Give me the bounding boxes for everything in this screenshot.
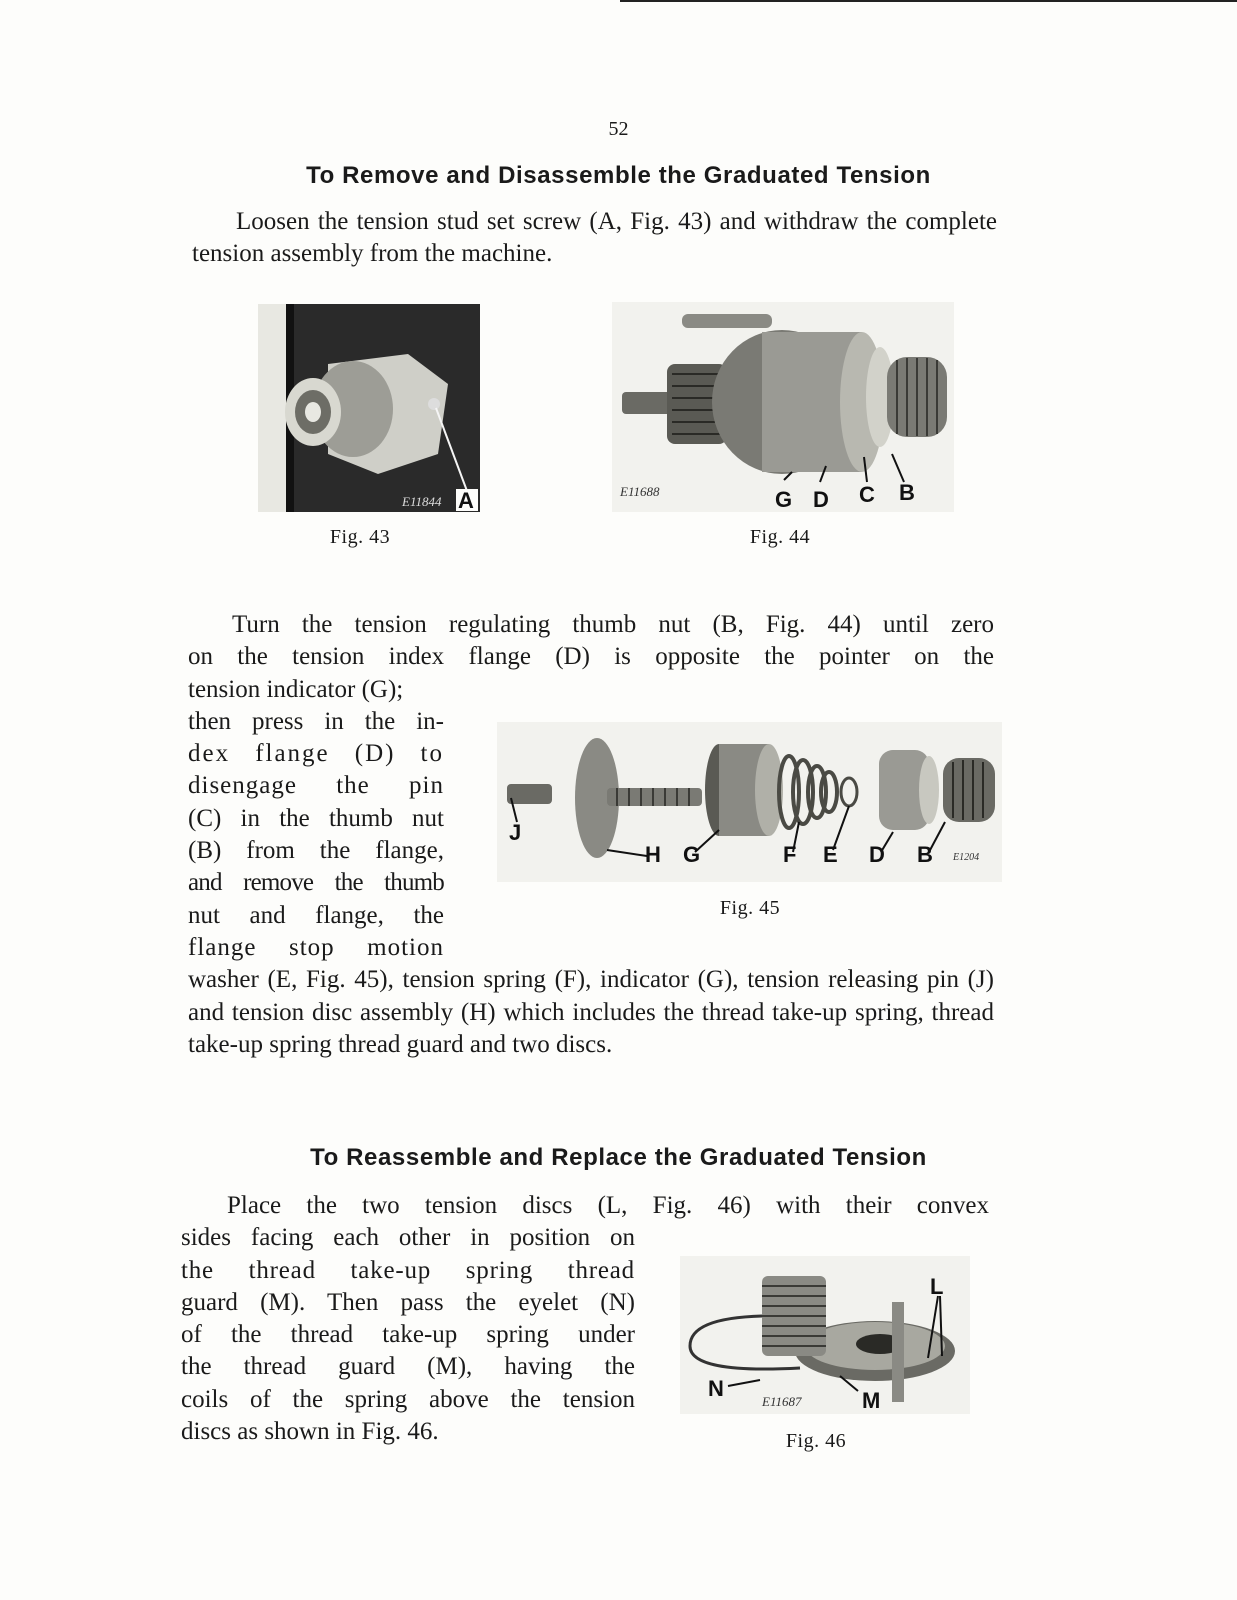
figure-43-label-a: A bbox=[458, 488, 474, 512]
figure-45-drawing bbox=[497, 722, 1002, 882]
figure-45-label-f: F bbox=[783, 842, 797, 867]
paragraph-turn-line-5: dex flange (D) to bbox=[188, 740, 444, 768]
paragraph-place-line-1: Place the two tension discs (L, Fig. 46) with their convex bbox=[227, 1192, 989, 1219]
page-number: 52 bbox=[608, 118, 629, 140]
figure-46-code: E11687 bbox=[762, 1394, 802, 1409]
paragraph-turn-line-7: (C) in the thumb nut bbox=[188, 804, 444, 832]
figure-43-caption: Fig. 43 bbox=[329, 526, 391, 548]
figure-44-label-b: B bbox=[899, 480, 915, 505]
figure-45-label-j: J bbox=[509, 820, 522, 845]
figure-46-caption: Fig. 46 bbox=[785, 1430, 847, 1452]
figure-44-photo bbox=[612, 302, 954, 512]
paragraph-loosen-text: Loosen the tension stud set screw (A, Fig. 43) and withdraw the complete tension assembly from the machine. bbox=[192, 208, 997, 268]
figure-43-code: E11844 bbox=[402, 494, 442, 509]
figure-45-label-e: E bbox=[823, 842, 838, 867]
figure-45-label-d: D bbox=[869, 842, 885, 867]
figure-45-code: E1204 bbox=[953, 852, 980, 863]
top-rule bbox=[620, 0, 1237, 2]
paragraph-turn-tail: washer (E, Fig. 45), tension spring (F), indicator (G), tension releasing pin (J) and tension disc assembly (H) which includes the thread take-up spring, thread take-up spring thread guard and two discs. bbox=[188, 966, 994, 1058]
figure-43-photo bbox=[258, 304, 480, 512]
paragraph-place-line-4: guard (M). Then pass the eyelet (N) bbox=[181, 1288, 635, 1316]
figure-46-label-l: L bbox=[930, 1274, 944, 1299]
figure-46-label-m: M bbox=[862, 1388, 881, 1413]
paragraph-turn-line-6: disengage the pin bbox=[188, 772, 444, 800]
figure-45-photo bbox=[497, 722, 1002, 882]
figure-45-label-g: G bbox=[683, 842, 701, 867]
paragraph-place-line-6: the thread guard (M), having the bbox=[181, 1353, 635, 1381]
paragraph-place-line-2: sides facing each other in position on bbox=[181, 1224, 635, 1252]
figure-44-label-g: G bbox=[775, 487, 793, 512]
figure-45-label-h: H bbox=[645, 842, 661, 867]
paragraph-turn-line-11: flange stop motion bbox=[188, 933, 444, 961]
paragraph-place-line-3: the thread take-up spring thread bbox=[181, 1256, 635, 1284]
figure-45-label-b: B bbox=[917, 842, 933, 867]
paragraph-loosen bbox=[192, 206, 997, 271]
figure-44-caption: Fig. 44 bbox=[749, 526, 811, 548]
figure-46-label-n: N bbox=[708, 1376, 724, 1401]
paragraph-turn-line-2: on the tension index flange (D) is opposite the pointer on the bbox=[188, 643, 994, 671]
figure-43-drawing bbox=[258, 304, 480, 512]
paragraph-turn-line-1: Turn the tension regulating thumb nut (B, Fig. 44) until zero bbox=[232, 611, 994, 638]
paragraph-turn-line-10: nut and flange, the bbox=[188, 901, 444, 929]
figure-44-label-d: D bbox=[813, 487, 829, 512]
figure-44-label-c: C bbox=[859, 482, 875, 507]
figure-46-photo bbox=[680, 1256, 970, 1414]
section-heading-reassemble: To Reassemble and Replace the Graduated Tension bbox=[310, 1144, 927, 1171]
paragraph-place-line-8: discs as shown in Fig. 46. bbox=[181, 1418, 439, 1446]
section-heading-remove: To Remove and Disassemble the Graduated Tension bbox=[306, 162, 931, 189]
figure-44-drawing bbox=[612, 302, 954, 512]
paragraph-turn-line-8: (B) from the flange, bbox=[188, 837, 444, 865]
paragraph-turn-line-4: then press in the in- bbox=[188, 707, 444, 735]
paragraph-place-line-5: of the thread take-up spring under bbox=[181, 1321, 635, 1349]
paragraph-turn-line-9: and remove the thumb bbox=[188, 869, 444, 897]
figure-44-code: E11688 bbox=[620, 484, 660, 499]
paragraph-turn-line-3: tension indicator (G); bbox=[188, 675, 404, 703]
paragraph-place-line-7: coils of the spring above the tension bbox=[181, 1385, 635, 1413]
figure-45-caption: Fig. 45 bbox=[719, 897, 781, 919]
figure-46-drawing bbox=[680, 1256, 970, 1414]
